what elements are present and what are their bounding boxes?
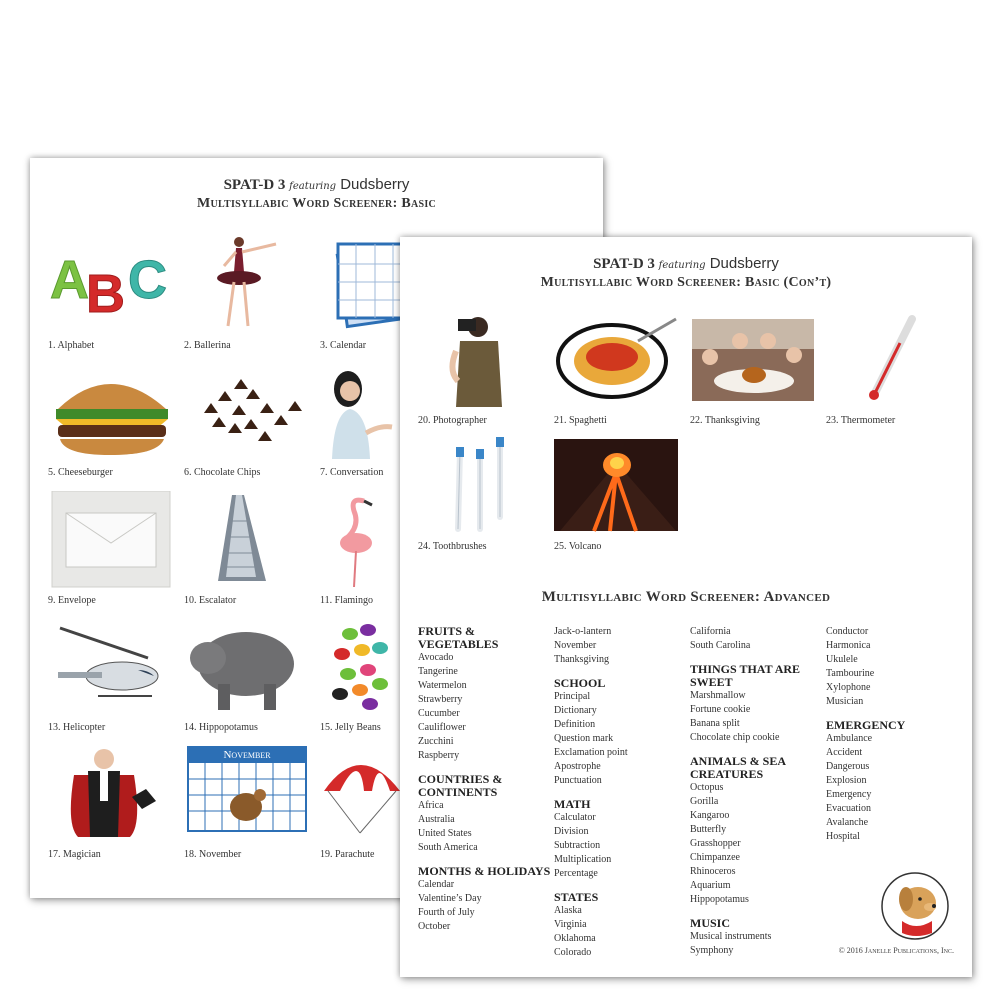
- title-brand: Dudsberry: [705, 255, 779, 272]
- word-item: Percentage: [554, 868, 598, 879]
- word-item: Definition: [554, 719, 596, 730]
- item-caption: 3. Calendar: [320, 340, 367, 351]
- svg-text:B: B: [86, 264, 125, 324]
- advanced-title: Multisyllabic Word Screener: Advanced: [541, 589, 831, 605]
- item-caption: 18. November: [184, 849, 242, 860]
- item-alphabet: [48, 236, 178, 356]
- november-calendar-icon: [184, 745, 314, 845]
- word-item: Conductor: [826, 626, 869, 637]
- item-caption: 24. Toothbrushes: [418, 541, 487, 552]
- word-item: Hospital: [826, 831, 860, 842]
- dog-logo-icon: [880, 871, 950, 941]
- item-thermometer: [826, 311, 956, 431]
- abc-blocks-icon: [48, 236, 178, 336]
- word-item: South Carolina: [690, 640, 751, 651]
- item-caption: 11. Flamingo: [320, 595, 373, 606]
- word-item: Kangaroo: [690, 810, 730, 821]
- item-helicopter: [48, 618, 178, 738]
- word-item: Cucumber: [418, 708, 460, 719]
- word-item: Multiplication: [554, 854, 612, 865]
- word-item: Banana split: [690, 718, 740, 729]
- title-prefix: SPAT-D 3: [223, 177, 290, 193]
- word-item: Butterfly: [690, 824, 727, 835]
- front-worksheet: [400, 237, 972, 977]
- item-volcano: [554, 437, 684, 557]
- word-item: Valentine’s Day: [418, 893, 482, 904]
- item-caption: 14. Hippopotamus: [184, 722, 258, 733]
- category-heading: FRUITS & VEGETABLES: [418, 624, 499, 651]
- volcano-icon: [554, 437, 684, 537]
- word-item: Division: [554, 826, 589, 837]
- helicopter-icon: [48, 618, 178, 718]
- escalator-icon: [184, 491, 314, 591]
- item-caption: 10. Escalator: [184, 595, 237, 606]
- spaghetti-icon: [554, 311, 684, 411]
- item-cheeseburger: [48, 363, 178, 483]
- back-subtitle: Multisyllabic Word Screener: Basic: [196, 196, 437, 211]
- item-caption: 20. Photographer: [418, 415, 487, 426]
- item-toothbrushes: [418, 437, 548, 557]
- word-item: Hippopotamus: [690, 894, 749, 905]
- word-item: Apostrophe: [554, 761, 601, 772]
- item-caption: 2. Ballerina: [184, 340, 231, 351]
- word-item: Evacuation: [826, 803, 871, 814]
- word-item: California: [690, 626, 731, 637]
- word-item: Marshmallow: [690, 690, 746, 701]
- word-item: Explosion: [826, 775, 867, 786]
- word-item: Watermelon: [418, 680, 467, 691]
- envelope-icon: [48, 491, 178, 591]
- ballerina-icon: [184, 236, 314, 336]
- word-item: Zucchini: [418, 736, 454, 747]
- thermometer-icon: [826, 311, 956, 411]
- item-caption: 25. Volcano: [554, 541, 602, 552]
- word-item: Raspberry: [418, 750, 460, 761]
- word-item: November: [554, 640, 597, 651]
- title-featuring: featuring: [658, 260, 706, 271]
- item-ballerina: [184, 236, 314, 356]
- photographer-icon: [418, 311, 548, 411]
- word-item: Symphony: [690, 945, 734, 956]
- svg-text:A: A: [50, 250, 89, 310]
- word-item: Rhinoceros: [690, 866, 736, 877]
- word-item: Fourth of July: [418, 907, 475, 918]
- item-caption: 1. Alphabet: [48, 340, 95, 351]
- category-heading: MUSIC: [690, 916, 731, 930]
- item-hippopotamus: [184, 618, 314, 738]
- word-item: Harmonica: [826, 640, 871, 651]
- word-item: Aquarium: [690, 880, 731, 891]
- magician-icon: [48, 745, 178, 845]
- word-item: Principal: [554, 691, 591, 702]
- word-item: October: [418, 921, 451, 932]
- word-item: Thanksgiving: [554, 654, 609, 665]
- word-item: Strawberry: [418, 694, 463, 705]
- chocolate-chips-icon: [184, 363, 314, 463]
- word-item: Question mark: [554, 733, 614, 744]
- cheeseburger-icon: [48, 363, 178, 463]
- item-caption: 22. Thanksgiving: [690, 415, 760, 426]
- word-column-1: [418, 625, 554, 934]
- word-item: Calculator: [554, 812, 596, 823]
- copyright-notice: © 2016 Janelle Publications, Inc.: [838, 946, 954, 955]
- word-item: Exclamation point: [554, 747, 628, 758]
- word-item: Ambulance: [826, 733, 873, 744]
- word-item: Colorado: [554, 947, 592, 958]
- word-item: Fortune cookie: [690, 704, 751, 715]
- word-column-4: [826, 625, 962, 844]
- item-spaghetti: [554, 311, 684, 431]
- hippopotamus-icon: [184, 618, 314, 718]
- category-heading: EMERGENCY: [826, 718, 906, 732]
- item-envelope: [48, 491, 178, 611]
- toothbrushes-icon: [418, 437, 548, 537]
- item-escalator: [184, 491, 314, 611]
- item-caption: 5. Cheeseburger: [48, 467, 113, 478]
- item-chocolate-chips: [184, 363, 314, 483]
- item-caption: 15. Jelly Beans: [320, 722, 381, 733]
- item-caption: 17. Magician: [48, 849, 101, 860]
- title-featuring: featuring: [289, 181, 337, 192]
- thanksgiving-icon: [690, 311, 820, 411]
- item-photographer: [418, 311, 548, 431]
- word-item: Musical instruments: [690, 931, 772, 942]
- word-item: Dictionary: [554, 705, 597, 716]
- title-prefix: SPAT-D 3: [593, 256, 659, 272]
- item-caption: 7. Conversation: [320, 467, 384, 478]
- word-item: Virginia: [554, 919, 587, 930]
- category-heading: MONTHS & HOLIDAYS: [418, 864, 551, 878]
- word-item: Subtraction: [554, 840, 601, 851]
- item-caption: 19. Parachute: [320, 849, 375, 860]
- category-heading: MATH: [554, 797, 591, 811]
- word-item: United States: [418, 828, 472, 839]
- item-thanksgiving: [690, 311, 820, 431]
- item-caption: 13. Helicopter: [48, 722, 106, 733]
- word-item: Calendar: [418, 879, 455, 890]
- word-item: Avalanche: [826, 817, 869, 828]
- item-november: [184, 745, 314, 865]
- back-title: [30, 176, 603, 212]
- word-item: Tambourine: [826, 668, 875, 679]
- november-banner-text: November: [223, 749, 271, 761]
- item-magician: [48, 745, 178, 865]
- word-item: Australia: [418, 814, 455, 825]
- word-item: Africa: [418, 800, 444, 811]
- word-item: Cauliflower: [418, 722, 466, 733]
- word-item: Chimpanzee: [690, 852, 740, 863]
- word-item: Chocolate chip cookie: [690, 732, 780, 743]
- category-heading: STATES: [554, 890, 599, 904]
- word-item: Ukulele: [826, 654, 858, 665]
- word-item: Oklahoma: [554, 933, 596, 944]
- word-item: Avocado: [418, 652, 454, 663]
- word-column-2: [554, 625, 690, 960]
- item-caption: 6. Chocolate Chips: [184, 467, 261, 478]
- word-item: Grasshopper: [690, 838, 741, 849]
- word-item: South America: [418, 842, 478, 853]
- word-column-3: [690, 625, 826, 958]
- category-heading: SCHOOL: [554, 676, 606, 690]
- word-item: Octopus: [690, 782, 724, 793]
- word-item: Dangerous: [826, 761, 870, 772]
- item-caption: 23. Thermometer: [826, 415, 896, 426]
- category-heading: COUNTRIES & CONTINENTS: [418, 772, 503, 799]
- word-item: Punctuation: [554, 775, 602, 786]
- word-item: Accident: [826, 747, 863, 758]
- front-subtitle: Multisyllabic Word Screener: Basic (Con’t): [540, 275, 832, 290]
- svg-text:C: C: [128, 250, 167, 310]
- word-item: Musician: [826, 696, 864, 707]
- item-caption: 21. Spaghetti: [554, 415, 607, 426]
- word-item: Gorilla: [690, 796, 719, 807]
- word-item: Jack-o-lantern: [554, 626, 612, 637]
- category-heading: ANIMALS & SEA CREATURES: [690, 754, 786, 781]
- item-caption: 9. Envelope: [48, 595, 96, 606]
- category-heading: THINGS THAT ARE SWEET: [690, 662, 801, 689]
- word-item: Emergency: [826, 789, 872, 800]
- word-item: Alaska: [554, 905, 582, 916]
- front-title: [400, 255, 972, 291]
- word-item: Tangerine: [418, 666, 458, 677]
- title-brand: Dudsberry: [336, 176, 410, 193]
- word-item: Xylophone: [826, 682, 871, 693]
